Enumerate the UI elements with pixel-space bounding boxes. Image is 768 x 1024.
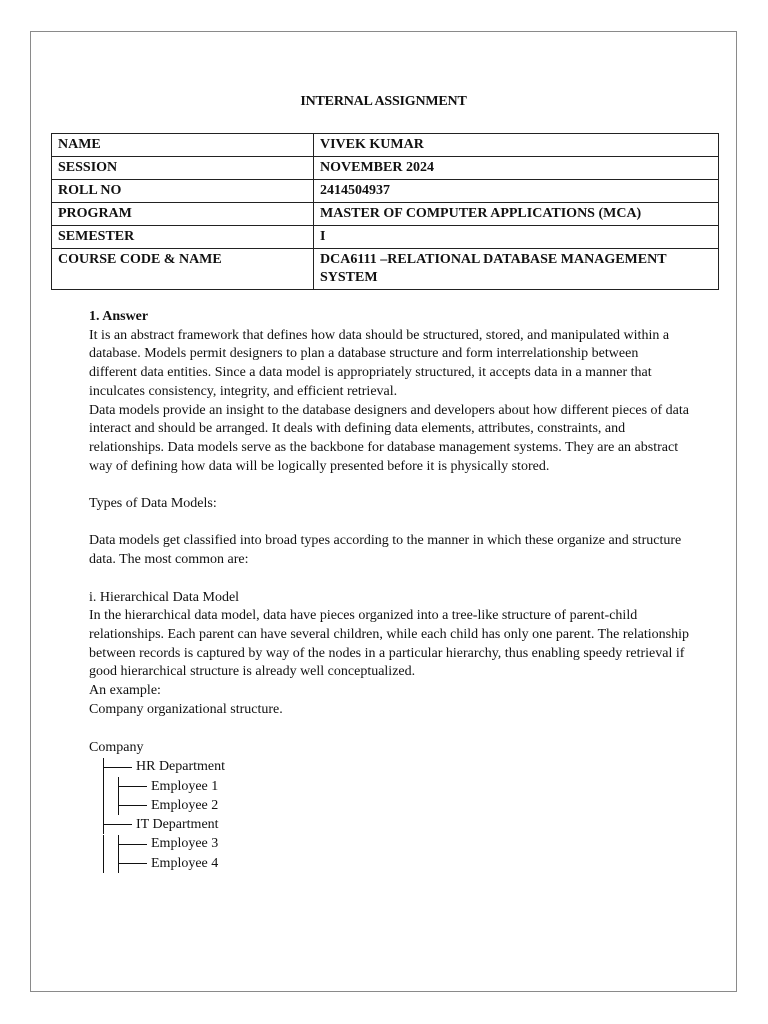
tree-connector	[103, 796, 104, 815]
spacer	[89, 570, 689, 589]
tree-node	[89, 815, 689, 834]
table-row	[52, 249, 719, 290]
roll-no-value: 2414504937	[314, 180, 719, 203]
tree-node-label: Employee 3	[151, 836, 219, 852]
tree-node-label: Employee 2	[151, 797, 219, 813]
spacer	[89, 476, 689, 495]
tree-node-label: IT Department	[136, 817, 219, 833]
sub-heading: i. Hierarchical Data Model	[89, 589, 240, 605]
tree-node-label: Employee 1	[151, 778, 219, 794]
org-tree	[89, 738, 689, 873]
tree-connector	[119, 786, 147, 787]
tree-connector	[104, 824, 132, 825]
table-row	[52, 226, 719, 249]
session-label: SESSION	[52, 157, 314, 180]
answer-paragraph: It is an abstract framework that defines how data should be structured, stored, and manipulated within a database. Models permit designers to plan a database structure and form interrelationship between different data entities. Since a data model is appropriately structured, it accepts data in a manner that inculcates consistency, integrity, and efficient retrieval.	[89, 327, 670, 399]
tree-node-label: HR Department	[136, 759, 226, 775]
semester-label: SEMESTER	[52, 226, 314, 249]
table-row	[52, 157, 719, 180]
table-row	[52, 134, 719, 157]
tree-root	[89, 738, 689, 757]
tree-connector	[103, 835, 104, 854]
tree-node	[89, 796, 689, 815]
tree-connector	[103, 777, 104, 796]
example-text: Company organizational structure.	[89, 701, 283, 717]
answer-section	[89, 308, 689, 873]
course-label: COURSE CODE & NAME	[52, 249, 314, 290]
session-value: NOVEMBER 2024	[314, 157, 719, 180]
tree-connector	[119, 844, 147, 845]
tree-node	[89, 834, 689, 853]
tree-root-label: Company	[89, 740, 144, 756]
answer-paragraph: Data models get classified into broad types according to the manner in which these organize and structure data. The most common are:	[89, 533, 682, 568]
semester-value: I	[314, 226, 719, 249]
document-title: INTERNAL ASSIGNMENT	[300, 94, 467, 109]
tree-node-label: Employee 4	[151, 855, 219, 871]
spacer	[89, 719, 689, 738]
tree-connector	[119, 805, 147, 806]
answer-paragraph: In the hierarchical data model, data have pieces organized into a tree-like structure of parent-child relationships. Each parent can have several children, while each child has only one parent. The relationship between records is captured by way of the nodes in a particular hierarchy, thus enabling speedy retrieval if good hierarchical structure is already well conceptualized.	[89, 608, 689, 680]
student-info-table	[51, 133, 719, 290]
answer-heading: 1. Answer	[89, 309, 149, 324]
tree-node	[89, 777, 689, 796]
example-label: An example:	[89, 683, 161, 699]
answer-paragraph: Data models provide an insight to the database designers and developers about how different pieces of data interact and should be arranged. It deals with defining data elements, attributes, constraints, and relationships. Data models serve as the backbone for database management systems. They are an abstract way of defining how data will be logically presented before it is physically stored.	[89, 402, 689, 474]
tree-node	[89, 757, 689, 776]
course-value: DCA6111 –RELATIONAL DATABASE MANAGEMENT SYSTEM	[314, 249, 719, 290]
spacer	[89, 514, 689, 533]
table-row	[52, 203, 719, 226]
name-label: NAME	[52, 134, 314, 157]
tree-connector	[103, 854, 104, 873]
tree-connector	[104, 767, 132, 768]
tree-node	[89, 854, 689, 873]
types-heading: Types of Data Models:	[89, 496, 217, 512]
program-label: PROGRAM	[52, 203, 314, 226]
program-value: MASTER OF COMPUTER APPLICATIONS (MCA)	[314, 203, 719, 226]
tree-connector	[119, 863, 147, 864]
roll-no-label: ROLL NO	[52, 180, 314, 203]
name-value: VIVEK KUMAR	[314, 134, 719, 157]
table-row	[52, 180, 719, 203]
document-page	[30, 31, 737, 992]
